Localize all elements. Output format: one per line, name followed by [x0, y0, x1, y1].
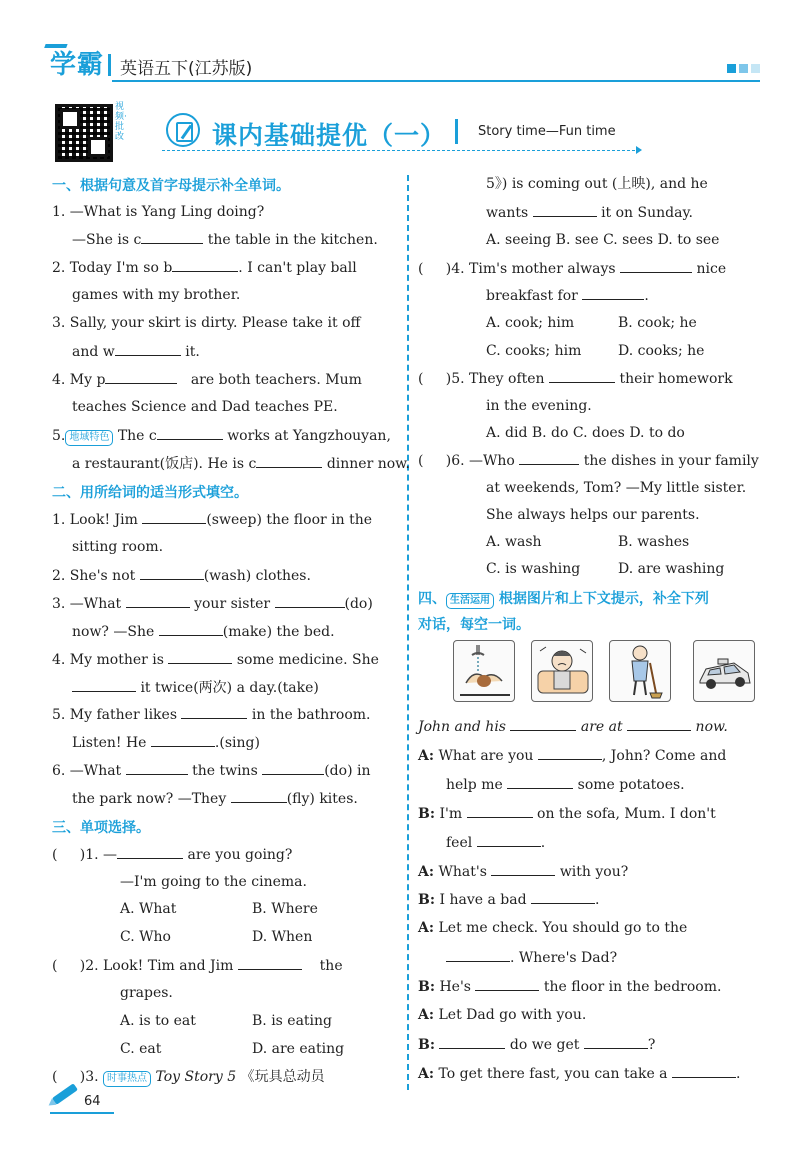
answer-bracket-open[interactable]: ( [52, 1069, 58, 1085]
option-d[interactable]: D. cooks; he [618, 343, 705, 359]
q1-1-line: 1. —What is Yang Ling doing? [52, 204, 265, 220]
answer-blank[interactable] [477, 833, 541, 847]
option-c[interactable]: C. cooks; him [486, 343, 582, 359]
option-d[interactable]: D. are eating [252, 1041, 345, 1057]
q1-5-cont: a restaurant(饭店). He is c dinner now. [72, 456, 410, 472]
book-title: 英语五下(江苏版) [120, 59, 253, 79]
answer-blank[interactable] [238, 956, 302, 970]
sick-boy-image [531, 640, 593, 702]
q1-4-line: 4. My p are both teachers. Mum [52, 372, 362, 388]
answer-bracket-open[interactable]: ( [52, 958, 58, 974]
q3-3-cont-2: wants it on Sunday. [486, 205, 693, 221]
q3-2-line: ( )2. Look! Tim and Jim the [52, 958, 343, 974]
q1-3-cont: and w it. [72, 344, 200, 360]
answer-blank[interactable] [491, 862, 555, 876]
dialogue-intro: John and his are at now. [418, 719, 728, 735]
q1-4-cont: teaches Science and Dad teaches PE. [72, 399, 338, 415]
q1-2-cont: games with my brother. [72, 287, 241, 303]
page-header [50, 40, 760, 82]
option-a[interactable]: A. wash [486, 534, 542, 550]
section-2-heading: 二、用所给词的适当形式填空。 [52, 485, 248, 501]
answer-blank[interactable] [439, 1035, 505, 1049]
answer-blank[interactable] [168, 650, 232, 664]
q3-3-cont: 5》) is coming out (上映), and he [486, 176, 708, 192]
dialogue-line-a: A: What's with you? [418, 864, 629, 880]
answer-blank[interactable] [538, 746, 602, 760]
option-c[interactable]: C. eat [120, 1041, 162, 1057]
lesson-subtitle: Story time—Fun time [478, 124, 616, 139]
option-a[interactable]: A. What [120, 901, 177, 917]
answer-blank[interactable] [157, 426, 223, 440]
qr-code[interactable] [55, 104, 113, 162]
q2-5-cont: Listen! He .(sing) [72, 735, 260, 751]
dialogue-line-a-cont: . Where's Dad? [446, 948, 617, 967]
sweeping-man-image [609, 640, 671, 702]
taxi-image [693, 640, 755, 702]
q2-3-line: 3. —What your sister (do) [52, 596, 373, 612]
q3-2-cont: grapes. [120, 985, 173, 1001]
dialogue-line-a: A: What are you , John? Come and [418, 748, 727, 764]
q2-6-cont: the park now? —They (fly) kites. [72, 791, 358, 807]
option-a[interactable]: A. is to eat [120, 1013, 196, 1029]
answer-blank[interactable] [231, 789, 287, 803]
arrow-right-icon [636, 146, 642, 154]
dialogue-line-b-cont: feel . [446, 835, 546, 851]
footer-rule [50, 1112, 114, 1114]
q3-3-options[interactable]: A. seeing B. see C. sees D. to see [486, 232, 720, 248]
answer-blank[interactable] [533, 203, 597, 217]
header-rule [112, 80, 760, 82]
dialogue-line-a: A: To get there fast, you can take a . [418, 1066, 741, 1082]
q3-6-line: ( )6. —Who the dishes in your family [418, 453, 759, 469]
answer-bracket-open[interactable]: ( [418, 453, 424, 469]
answer-blank[interactable] [531, 890, 595, 904]
q1-3-line: 3. Sally, your skirt is dirty. Please take it off [52, 315, 361, 331]
q3-4-cont: breakfast for . [486, 288, 649, 304]
answer-blank[interactable] [507, 775, 573, 789]
q2-2-line: 2. She's not (wash) clothes. [52, 568, 311, 584]
answer-blank[interactable] [126, 761, 188, 775]
qr-note: 视频·批改 [115, 102, 127, 142]
title-divider [455, 119, 458, 144]
lesson-title: 课内基础提优（一） [212, 121, 447, 150]
dialogue-line-a: A: Let me check. You should go to the [418, 920, 688, 936]
column-divider [407, 175, 409, 1090]
q3-1-cont: —I'm going to the cinema. [120, 874, 307, 890]
option-d[interactable]: D. are washing [618, 561, 725, 577]
option-a[interactable]: A. cook; him [486, 315, 575, 331]
option-b[interactable]: B. cook; he [618, 315, 697, 331]
answer-blank[interactable] [475, 977, 539, 991]
answer-bracket-open[interactable]: ( [52, 847, 58, 863]
answer-blank[interactable] [584, 1035, 648, 1049]
answer-blank[interactable] [72, 678, 136, 692]
q3-5-line: ( )5. They often their homework [418, 371, 733, 387]
dialogue-line-a-cont: help me some potatoes. [446, 777, 685, 793]
banner-rule [162, 150, 640, 151]
q1-5-line: 5. 地域特色 The c works at Yangzhouyan, [52, 428, 391, 444]
section-3-heading: 三、单项选择。 [52, 820, 150, 836]
option-c[interactable]: C. is washing [486, 561, 581, 577]
q2-6-line: 6. —What the twins (do) in [52, 763, 371, 779]
q2-5-line: 5. My father likes in the bathroom. [52, 707, 371, 723]
q3-4-line: ( )4. Tim's mother always nice [418, 261, 727, 277]
answer-blank[interactable] [105, 370, 177, 384]
answer-blank[interactable] [159, 622, 223, 636]
answer-blank[interactable] [115, 342, 181, 356]
option-b[interactable]: B. washes [618, 534, 690, 550]
answer-blank[interactable] [582, 286, 644, 300]
answer-blank[interactable] [519, 451, 579, 465]
answer-blank[interactable] [181, 705, 247, 719]
q1-2-line: 2. Today I'm so b . I can't play ball [52, 260, 357, 276]
header-decoration [727, 64, 760, 73]
notebook-pen-icon [166, 113, 200, 147]
answer-blank[interactable] [262, 761, 324, 775]
q2-4-line: 4. My mother is some medicine. She [52, 652, 379, 668]
answer-blank[interactable] [446, 948, 510, 962]
answer-blank[interactable] [126, 594, 190, 608]
answer-blank[interactable] [256, 454, 322, 468]
answer-blank[interactable] [672, 1064, 736, 1078]
dialogue-line-b: B: He's the floor in the bedroom. [418, 979, 722, 995]
q2-4-cont: it twice(两次) a day.(take) [72, 678, 319, 697]
section-1-heading: 一、根据句意及首字母提示补全单词。 [52, 178, 290, 194]
q3-6-cont: at weekends, Tom? —My little sister. [486, 480, 747, 496]
option-b[interactable]: B. Where [252, 901, 318, 917]
q1-1-answer-line: —She is c the table in the kitchen. [72, 232, 378, 248]
dialogue-line-a: A: Let Dad go with you. [418, 1007, 587, 1023]
page-number: 64 [84, 1094, 101, 1109]
answer-blank[interactable] [275, 594, 345, 608]
section-4-heading: 四、 生活运用 根据图片和上下文提示，补全下列 [418, 591, 709, 607]
brand-logo: 学霸 [50, 50, 105, 80]
section-4-heading-line2: 对话，每空一词。 [418, 617, 530, 633]
q3-5-cont: in the evening. [486, 398, 592, 414]
q2-1-cont: sitting room. [72, 539, 164, 555]
answer-blank[interactable] [140, 566, 204, 580]
answer-bracket-open[interactable]: ( [418, 371, 424, 387]
option-c[interactable]: C. Who [120, 929, 171, 945]
option-d[interactable]: D. When [252, 929, 313, 945]
daily-life-tag: 生活运用 [446, 593, 494, 609]
answer-blank[interactable] [141, 230, 203, 244]
answer-blank[interactable] [117, 845, 183, 859]
option-b[interactable]: B. is eating [252, 1013, 333, 1029]
q3-6-cont-2: She always helps our parents. [486, 507, 700, 523]
q3-1-line: ( )1. — are you going? [52, 847, 293, 863]
answer-bracket-open[interactable]: ( [418, 261, 424, 277]
answer-blank[interactable] [467, 804, 533, 818]
regional-feature-tag: 地域特色 [65, 430, 113, 446]
header-divider [108, 54, 111, 76]
dialogue-line-b: B: I have a bad . [418, 892, 600, 908]
current-events-tag: 时事热点 [103, 1071, 151, 1087]
answer-blank[interactable] [627, 717, 691, 731]
answer-blank[interactable] [142, 510, 206, 524]
dialogue-line-b: B: I'm on the sofa, Mum. I don't [418, 806, 716, 822]
answer-blank[interactable] [172, 258, 238, 272]
q3-3-line: ( )3. 时事热点 Toy Story 5 《玩具总动员 [52, 1069, 325, 1085]
answer-blank[interactable] [510, 717, 576, 731]
answer-blank[interactable] [620, 259, 692, 273]
q2-1-line: 1. Look! Jim (sweep) the floor in the [52, 512, 373, 528]
answer-blank[interactable] [151, 733, 215, 747]
dialogue-line-b: B: do we get ? [418, 1037, 656, 1053]
q2-3-cont: now? —She (make) the bed. [72, 624, 335, 640]
washing-potatoes-image [453, 640, 515, 702]
q3-5-options[interactable]: A. did B. do C. does D. to do [486, 425, 685, 441]
answer-blank[interactable] [549, 369, 615, 383]
